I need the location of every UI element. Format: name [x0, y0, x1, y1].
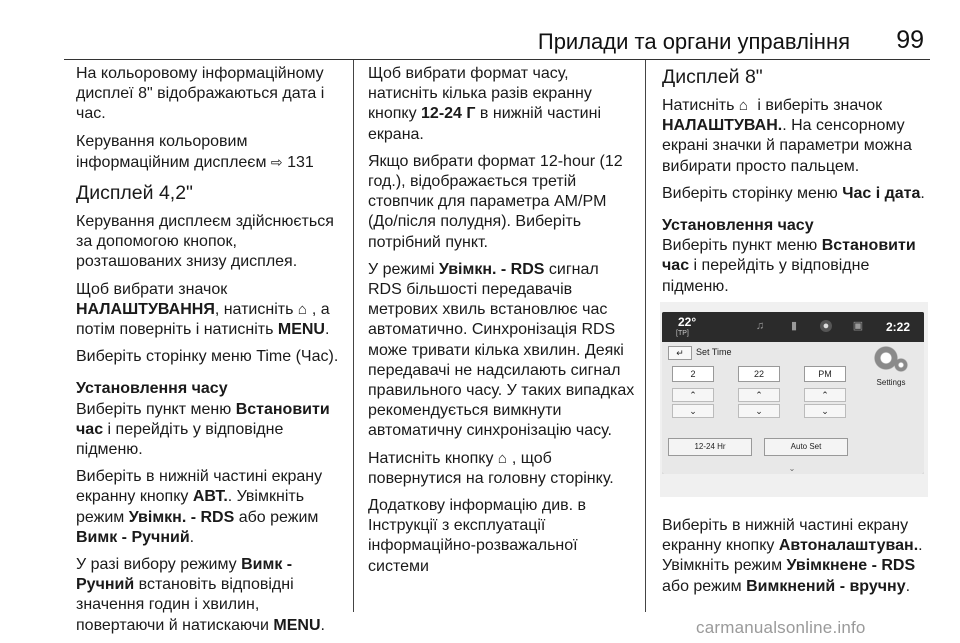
text: Виберіть в нижній частині екрану екранну кнопку	[662, 517, 909, 555]
text: і перейдіть у відповідне підменю.	[662, 257, 870, 295]
emphasis: Увімкн. - RDS	[438, 260, 545, 278]
hour-value: 2	[672, 366, 714, 382]
emphasis: Встановити час	[662, 237, 916, 275]
text: встановіть відповідні значення годин і хвилин, повертаючи й натискаючи	[76, 576, 294, 634]
column-2	[368, 64, 636, 584]
text: Щоб вибрати значок	[76, 280, 228, 298]
text: і виберіть значок	[752, 97, 883, 114]
text: і перейдіть у відповідне підменю.	[76, 420, 284, 459]
ampm-down-button[interactable]: ⌄	[804, 404, 846, 418]
paragraph	[76, 467, 344, 548]
text: Виберіть сторінку меню	[662, 184, 843, 202]
text: Виберіть в нижній частині екрану екранну кнопку	[76, 468, 323, 506]
text: .	[324, 321, 330, 339]
text: в нижній частині екрана.	[368, 105, 601, 143]
home-icon: ⌂	[497, 449, 507, 467]
header-divider	[64, 59, 930, 60]
paragraph	[76, 132, 344, 173]
paragraph	[76, 555, 344, 636]
phone-tab-icon[interactable]: ▮	[790, 320, 798, 332]
text: , щоб повернутися на головну сторінку.	[368, 449, 614, 487]
emphasis: Увімкнене - RDS	[786, 557, 916, 575]
ampm-value: PM	[804, 366, 846, 382]
column-3-bottom	[662, 516, 932, 604]
text: Натисніть	[662, 97, 739, 114]
subsection-heading: Установлення часу	[662, 217, 814, 235]
page-header-title: Прилади та органи управління	[537, 29, 850, 54]
paragraph-text: Керування кольоровим інформаційним дисплеєм	[76, 132, 271, 171]
text: , а потім поверніть і натисніть	[76, 300, 330, 339]
text: . На сенсорному екрані значки й параметри можна вибирати просто пальцем.	[662, 117, 912, 175]
page-reference[interactable]: 131	[287, 153, 314, 171]
minute-up-button[interactable]: ⌃	[738, 388, 780, 402]
watermark: carmanualsonline.info	[696, 618, 866, 637]
paragraph	[368, 64, 636, 145]
emphasis: Час і дата	[842, 184, 921, 202]
home-icon: ⌂	[738, 97, 748, 114]
text: . Увімкніть режим	[76, 488, 305, 526]
section-heading: Дисплей 8"	[662, 66, 763, 88]
paragraph	[368, 260, 636, 442]
text: , натисніть	[214, 300, 298, 318]
emphasis: Вимк - Ручний	[76, 528, 190, 546]
text: У разі вибору режиму	[76, 556, 242, 574]
paragraph: Якщо вибрати формат 12-hour (12 год.), відображається третій стовпчик для параметра AM/PM (До/після полудня). Виберіть потрібний пункт.	[368, 152, 623, 251]
12-24-hr-button[interactable]: 12-24 Hr	[668, 438, 752, 456]
page-header	[0, 0, 960, 58]
minute-down-button[interactable]: ⌄	[738, 404, 780, 418]
paragraph: Додаткову інформацію див. в Інструкції з експлуатації інформаційно-розважальної системи	[368, 497, 587, 575]
column-divider-2	[645, 60, 646, 612]
nav-tab-icon[interactable]: ▣	[852, 320, 864, 332]
column-1	[76, 64, 344, 643]
emphasis: Автоналаштуван.	[778, 537, 919, 555]
text: Натисніть кнопку	[368, 449, 498, 467]
emphasis: НАЛАШТУВАН.	[662, 117, 783, 135]
settings-gear-small-icon	[894, 358, 908, 372]
text: . Увімкніть режим	[662, 537, 923, 575]
infotainment-screen	[662, 312, 924, 474]
text: .	[920, 184, 925, 202]
emphasis: Увімкн. - RDS	[128, 508, 235, 526]
paragraph: На кольоровому інформаційному дисплеї 8" відображаються дата і час.	[76, 65, 325, 123]
paragraph	[76, 400, 344, 461]
tp-label: [TP]	[676, 330, 689, 337]
set-time-screen-figure	[660, 302, 928, 497]
paragraph	[368, 449, 636, 489]
emphasis: Встановити час	[76, 400, 330, 438]
text: або режим	[234, 508, 319, 526]
page-number: 99	[896, 26, 924, 54]
text: Виберіть пункт меню	[662, 237, 822, 255]
audio-tab-icon[interactable]: ♫	[755, 320, 765, 332]
paragraph: Керування дисплеєм здійснюється за допомогою кнопок, розташованих знизу дисплея.	[76, 213, 334, 271]
subsection-heading: Установлення часу	[76, 380, 228, 398]
emphasis: АВТ.	[192, 488, 228, 506]
settings-tab-icon[interactable]: ●	[820, 320, 832, 332]
column-divider-1	[353, 60, 354, 612]
emphasis: 12-24 Г	[421, 105, 476, 123]
text: .	[320, 616, 325, 634]
emphasis: Вимк - Ручний	[76, 556, 293, 594]
arrow-ref-icon: ⇨	[270, 153, 283, 170]
text: .	[905, 577, 911, 595]
emphasis: НАЛАШТУВАННЯ	[76, 300, 215, 318]
emphasis: MENU	[277, 321, 325, 339]
section-heading: Дисплей 4,2"	[76, 182, 193, 205]
text: Щоб вибрати формат часу, натисніть кілька разів екранну кнопку	[368, 65, 592, 123]
home-icon: ⌂	[297, 300, 307, 318]
emphasis: Вимкнений - вручну	[746, 577, 906, 595]
text: У режимі	[368, 260, 439, 278]
text: сигнал RDS більшості передавачів метрових хвиль встановлює час автоматично. Синхронізація RDS може тривати кілька хвилин. Деякі передавачі не надсилають сигнал правильного часу. У таких випадках рекомендується вимкнути автоматичну синхронізацію часу.	[368, 260, 635, 440]
temperature-label: 22°	[678, 315, 697, 329]
screen-body	[662, 342, 924, 474]
handle-icon[interactable]: ⌄	[788, 464, 796, 473]
paragraph	[662, 184, 932, 204]
ampm-up-button[interactable]: ⌃	[804, 388, 846, 402]
clock-label: 2:22	[885, 320, 910, 334]
minute-value: 22	[738, 366, 780, 382]
paragraph	[662, 516, 932, 597]
text: Виберіть пункт меню	[76, 400, 236, 418]
hour-up-button[interactable]: ⌃	[672, 388, 714, 402]
hour-down-button[interactable]: ⌄	[672, 404, 714, 418]
text: .	[189, 528, 195, 546]
column-3	[662, 64, 932, 304]
paragraph: Виберіть сторінку меню Time (Час).	[76, 348, 339, 366]
paragraph	[662, 96, 932, 177]
screen-status-bar	[662, 312, 924, 342]
settings-label[interactable]: Settings	[876, 378, 906, 387]
auto-set-button[interactable]: Auto Set	[764, 438, 848, 456]
back-button[interactable]: ↵	[668, 346, 692, 360]
paragraph	[76, 280, 344, 341]
screen-title: Set Time	[696, 347, 732, 357]
emphasis: MENU	[273, 616, 321, 634]
text: або режим	[662, 577, 747, 595]
paragraph	[662, 236, 932, 297]
